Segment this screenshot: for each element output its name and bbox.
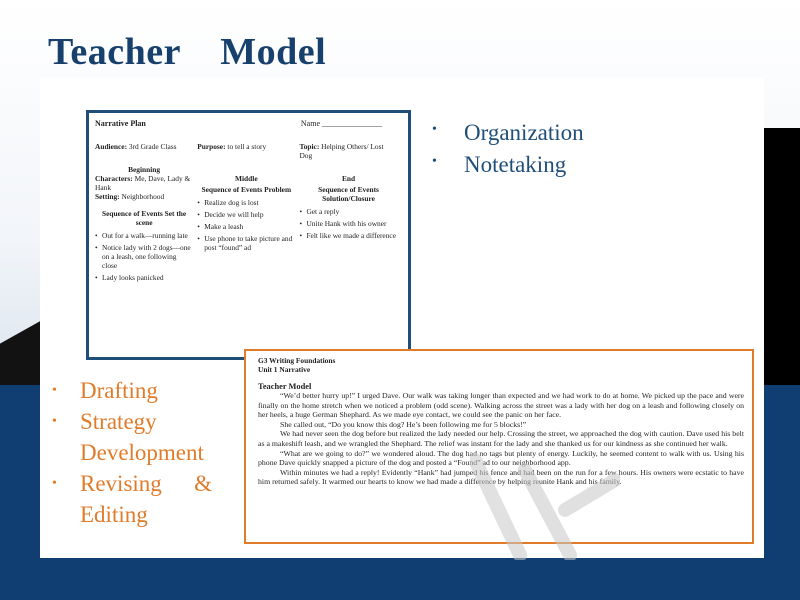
topic-label: Topic: [299, 142, 320, 151]
bullet-text: Notetaking [464, 152, 567, 177]
list-item: • Make a leash [197, 222, 295, 231]
model-story [258, 391, 744, 487]
bullet-icon: • [432, 154, 437, 169]
bullet-icon: • [52, 476, 57, 491]
story-paragraph: “We’d better hurry up!” I urged Dave. Our walk was taking longer than expected and we had work to do at home. We picked up the pace and were finally on the home stretch when we noticed a problem (odd scene). Walking across the street was a lady with her dog on a leash and following closely on her heels, a huge German Shephard. As we made eye contact, we could see the panic on her face. [258, 391, 744, 420]
list-item: • Realize dog is lost [197, 198, 295, 207]
narrative-plan-card [86, 110, 411, 360]
setting-value: Neighborhood [121, 192, 165, 201]
list-item [432, 152, 584, 184]
bullet-text: Development [80, 440, 204, 465]
characters-label: Characters: [95, 174, 133, 183]
list-item: • Unite Hank with his owner [299, 219, 397, 228]
bullet-text: Organization [464, 120, 584, 145]
list-item [52, 406, 212, 468]
end-heading: End [341, 174, 356, 183]
plan-column-middle [197, 142, 299, 285]
course-label: G3 Writing Foundations [258, 356, 336, 365]
bullet-icon: • [432, 122, 437, 137]
bullet-text: Revising [80, 471, 162, 496]
plan-heading: Narrative Plan [95, 119, 146, 128]
bullet-text: Drafting [80, 378, 158, 403]
setting-label: Setting: [95, 192, 120, 201]
unit-label: Unit 1 Narrative [258, 365, 311, 374]
list-item: • Out for a walk—running late [95, 231, 193, 240]
bullet-text: Strategy [80, 409, 157, 434]
plan-column-beginning [95, 142, 197, 285]
topic-value: Helping Others/ Lost Dog [299, 142, 384, 160]
story-paragraph: “What are we going to do?” we wondered aloud. The dog had no tags but plenty of energy. Luckily, he seemed content to walk with us. Using his phone Dave quickly snapped a picture of the dog and posted a “Found” ad to our neighborhood app. [258, 448, 744, 468]
list-item: • Notice lady with 2 dogs—one on a leash, one following close [95, 243, 193, 270]
purpose-value: to tell a story [227, 142, 267, 151]
middle-sequence-heading: Sequence of Events Problem [201, 185, 292, 194]
purpose-label: Purpose: [197, 142, 226, 151]
right-bullet-list [432, 120, 584, 184]
audience-value: 3rd Grade Class [128, 142, 177, 151]
story-paragraph: She called out, “Do you know this dog? He’s been following me for 5 blocks!” [280, 419, 527, 429]
characters-value: Me, Dave, Lady & Hank [95, 174, 191, 192]
beginning-heading: Beginning [128, 165, 161, 174]
teacher-model-card [244, 349, 754, 544]
bullet-text: & [194, 471, 212, 496]
slide-title: Teacher Model [48, 31, 327, 73]
list-item: • Felt like we made a difference [299, 231, 397, 240]
story-paragraph: Within minutes we had a reply! Evidently “Hank” had jumped his fence and had been on the run for a few hours. His owners were ecstatic to have him returned safely. It warmed our hearts to know we had made a difference by helping reunite Hank and his family. [258, 467, 744, 487]
list-item [52, 468, 212, 530]
beginning-sequence-heading: Sequence of Events Set the scene [102, 209, 187, 227]
plan-name-field: Name _______________ [300, 119, 382, 128]
audience-label: Audience: [95, 142, 128, 151]
list-item [432, 120, 584, 152]
list-item: • Get a reply [299, 207, 397, 216]
list-item: • Decide we will help [197, 210, 295, 219]
left-bullet-list [52, 375, 212, 530]
bullet-icon: • [52, 383, 57, 398]
end-sequence-heading: Sequence of Events Solution/Closure [318, 185, 379, 203]
list-item: • Lady looks panicked [95, 273, 193, 282]
bullet-icon: • [52, 414, 57, 429]
bullet-text: Editing [80, 502, 148, 527]
list-item: • Use phone to take picture and post “found” ad [197, 234, 295, 252]
plan-column-end [299, 142, 401, 285]
list-item [52, 375, 212, 406]
model-heading: Teacher Model [258, 382, 312, 391]
story-paragraph: We had never seen the dog before but realized the lady needed our help. Crossing the street, we approached the dog with caution. Dave used his belt as a makeshift leash, and we wrangled the Shephard. The relief was instant for the lady and she thanked us for our kindness as she continued her walk. [258, 429, 744, 448]
middle-heading: Middle [235, 174, 258, 183]
